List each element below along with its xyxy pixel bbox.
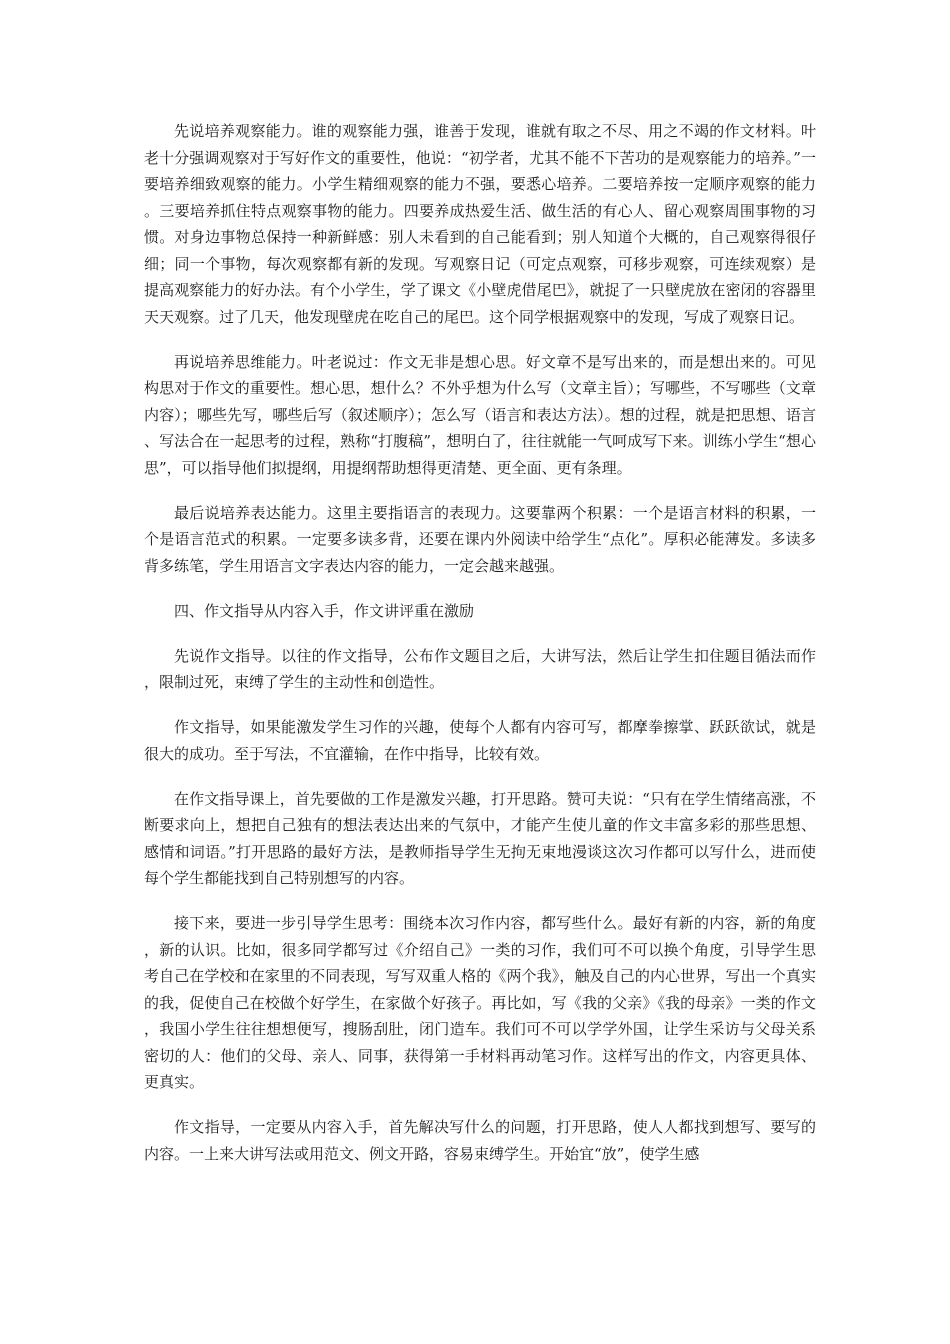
paragraph-observation: 先说培养观察能力。谁的观察能力强，谁善于发现，谁就有取之不尽、用之不竭的作文材料。叶老十分强调观察对于写好作文的重要性，他说：“初学者，尤其不能不下苦功的是观察能力的培养。”一要培养细致观察的能力。小学生精细观察的能力不强，要悉心培养。二要培养按一定顺序观察的能力。三要培养抓住特点观察事物的能力。四要养成热爱生活、做生活的有心人、留心观察周围事物的习惯。对身边事物总保持一种新鲜感：别人未看到的自己能看到；别人知道个大概的，自己观察得很仔细；同一个事物，每次观察都有新的发现。写观察日记（可定点观察，可移步观察，可连续观察）是提高观察能力的好办法。有个小学生，学了课文《小壁虎借尾巴》，就捉了一只壁虎放在密闭的容器里天天观察。过了几天，他发现壁虎在吃自己的尾巴。这个同学根据观察中的发现，写成了观察日记。 [144, 122, 816, 326]
section-heading: 四、作文指导从内容入手，作文讲评重在激励 [174, 601, 475, 620]
paragraph-guidance-content: 作文指导，一定要从内容入手，首先解决写什么的问题，打开思路，使人人都找到想写、要写的内容。一上来大讲写法或用范文、例文开路，容易束缚学生。开始宜“放”，使学生感 [144, 1118, 816, 1163]
document-page [144, 118, 816, 1186]
paragraph-guidance-class: 在作文指导课上，首先要做的工作是激发兴趣，打开思路。赞可夫说：“只有在学生情绪高涨，不断要求向上，想把自己独有的想法表达出来的气氛中，才能产生使儿童的作文丰富多彩的那些思想、感情和词语。”打开思路的最好方法，是教师指导学生无拘无束地漫谈这次习作都可以写什么，进而使每个学生都能找到自己特别想写的内容。 [144, 789, 816, 887]
paragraph-guidance-intro: 先说作文指导。以往的作文指导，公布作文题目之后，大讲写法，然后让学生扣住题目循法而作，限制过死，束缚了学生的主动性和创造性。 [144, 646, 816, 691]
paragraph-guidance-interest: 作文指导，如果能激发学生习作的兴趣，使每个人都有内容可写，都摩拳擦掌、跃跃欲试，就是很大的成功。至于写法，不宜灌输，在作中指导，比较有效。 [144, 718, 816, 763]
paragraph-thinking: 再说培养思维能力。叶老说过：作文无非是想心思。好文章不是写出来的，而是想出来的。可见构思对于作文的重要性。想心思，想什么？不外乎想为什么写（文章主旨）；写哪些，不写哪些（文章内容）；哪些先写，哪些后写（叙述顺序）；怎么写（语言和表达方法）。想的过程，就是把思想、语言、写法合在一起思考的过程，熟称“打腹稿”，想明白了，往往就能一气呵成写下来。训练小学生“想心思”，可以指导他们拟提纲，用提纲帮助想得更清楚、更全面、更有条理。 [144, 352, 816, 477]
paragraph-expression: 最后说培养表达能力。这里主要指语言的表现力。这要靠两个积累：一个是语言材料的积累，一个是语言范式的积累。一定要多读多背，还要在课内外阅读中给学生“点化”。厚积必能薄发。多读多背多练笔，学生用语言文字表达内容的能力，一定会越来越强。 [144, 503, 816, 575]
paragraph-guidance-next: 接下来，要进一步引导学生思考：围绕本次习作内容，都写些什么。最好有新的内容，新的角度，新的认识。比如，很多同学都写过《介绍自己》一类的习作，我们可不可以换个角度，引导学生思考自己在学校和在家里的不同表现，写写双重人格的《两个我》，触及自己的内心世界，写出一个真实的我，促使自己在校做个好学生，在家做个好孩子。再比如，写《我的父亲》《我的母亲》一类的作文，我国小学生往往想想便写，搜肠刮肚，闭门造车。我们可不可以学学外国，让学生采访与父母关系密切的人：他们的父母、亲人、同事，获得第一手材料再动笔习作。这样写出的作文，内容更具体、更真实。 [144, 914, 816, 1091]
